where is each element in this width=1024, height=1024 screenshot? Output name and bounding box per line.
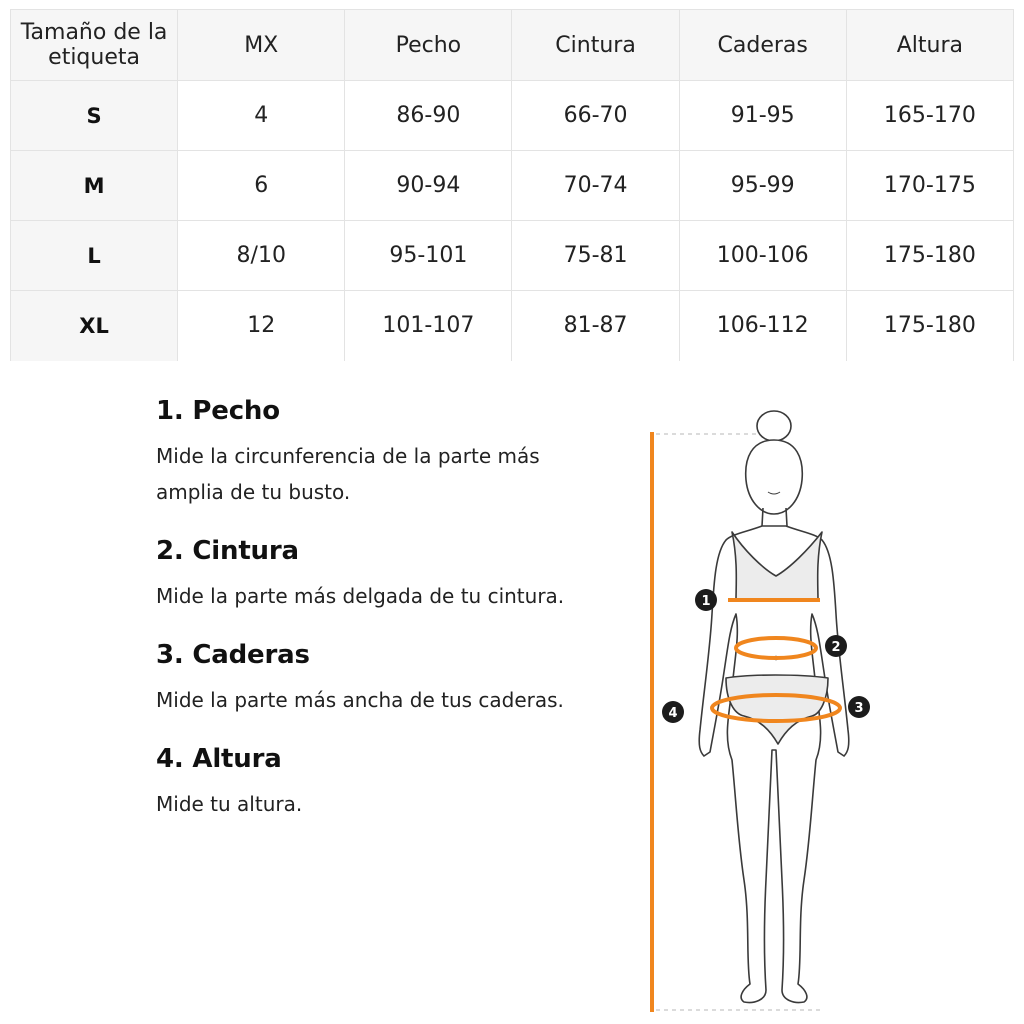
cell-cintura: 75-81 xyxy=(512,221,679,291)
table-row xyxy=(11,221,1014,291)
cell-altura: 175-180 xyxy=(846,221,1013,291)
cell-pecho: 101-107 xyxy=(345,291,512,361)
marker-4 xyxy=(662,701,684,723)
marker-3-label: 3 xyxy=(854,701,864,716)
guide-text: Mide la parte más delgada de tu cintura. xyxy=(156,584,565,608)
header-altura: Altura xyxy=(846,10,1013,81)
guide-item-cintura xyxy=(156,536,586,614)
size-label: L xyxy=(11,221,178,291)
cell-altura: 165-170 xyxy=(846,81,1013,151)
cell-caderas: 95-99 xyxy=(679,151,846,221)
marker-4-label: 4 xyxy=(668,706,678,721)
cell-altura: 170-175 xyxy=(846,151,1013,221)
table-row xyxy=(11,81,1014,151)
cell-cintura: 66-70 xyxy=(512,81,679,151)
marker-1 xyxy=(695,589,717,611)
body-figure-svg xyxy=(640,400,900,1015)
body-silhouette xyxy=(699,411,849,1003)
cell-cintura: 81-87 xyxy=(512,291,679,361)
cell-cintura: 70-74 xyxy=(512,151,679,221)
guide-text: Mide tu altura. xyxy=(156,792,303,816)
guide-item-caderas xyxy=(156,640,586,718)
size-table xyxy=(10,9,1014,361)
header-mx: MX xyxy=(178,10,345,81)
guide-title: 2. Cintura xyxy=(156,536,299,566)
size-label: S xyxy=(11,81,178,151)
header-caderas: Caderas xyxy=(679,10,846,81)
table-row xyxy=(11,291,1014,361)
cell-mx: 4 xyxy=(178,81,345,151)
table-header-row xyxy=(11,10,1014,81)
marker-1-label: 1 xyxy=(701,594,711,609)
marker-3 xyxy=(848,696,870,718)
cell-mx: 8/10 xyxy=(178,221,345,291)
marker-2-label: 2 xyxy=(831,640,841,655)
cell-pecho: 95-101 xyxy=(345,221,512,291)
guide-text: Mide la parte más ancha de tus caderas. xyxy=(156,688,564,712)
cell-caderas: 100-106 xyxy=(679,221,846,291)
marker-2 xyxy=(825,635,847,657)
header-cintura: Cintura xyxy=(512,10,679,81)
guide-title: 3. Caderas xyxy=(156,640,310,670)
size-label: M xyxy=(11,151,178,221)
header-label-size: Tamaño de la etiqueta xyxy=(11,10,178,81)
cell-mx: 6 xyxy=(178,151,345,221)
guide-title: 4. Altura xyxy=(156,744,282,774)
body-measurement-figure xyxy=(640,400,900,1015)
cell-altura: 175-180 xyxy=(846,291,1013,361)
cell-mx: 12 xyxy=(178,291,345,361)
guide-item-pecho xyxy=(156,396,586,510)
size-label: XL xyxy=(11,291,178,361)
cell-caderas: 91-95 xyxy=(679,81,846,151)
guide-text: Mide la circunferencia de la parte más amplia de tu busto. xyxy=(156,444,540,504)
measurement-guide xyxy=(156,396,586,848)
cell-pecho: 86-90 xyxy=(345,81,512,151)
header-pecho: Pecho xyxy=(345,10,512,81)
table-row xyxy=(11,151,1014,221)
guide-item-altura xyxy=(156,744,586,822)
cell-pecho: 90-94 xyxy=(345,151,512,221)
guide-title: 1. Pecho xyxy=(156,396,280,426)
cell-caderas: 106-112 xyxy=(679,291,846,361)
